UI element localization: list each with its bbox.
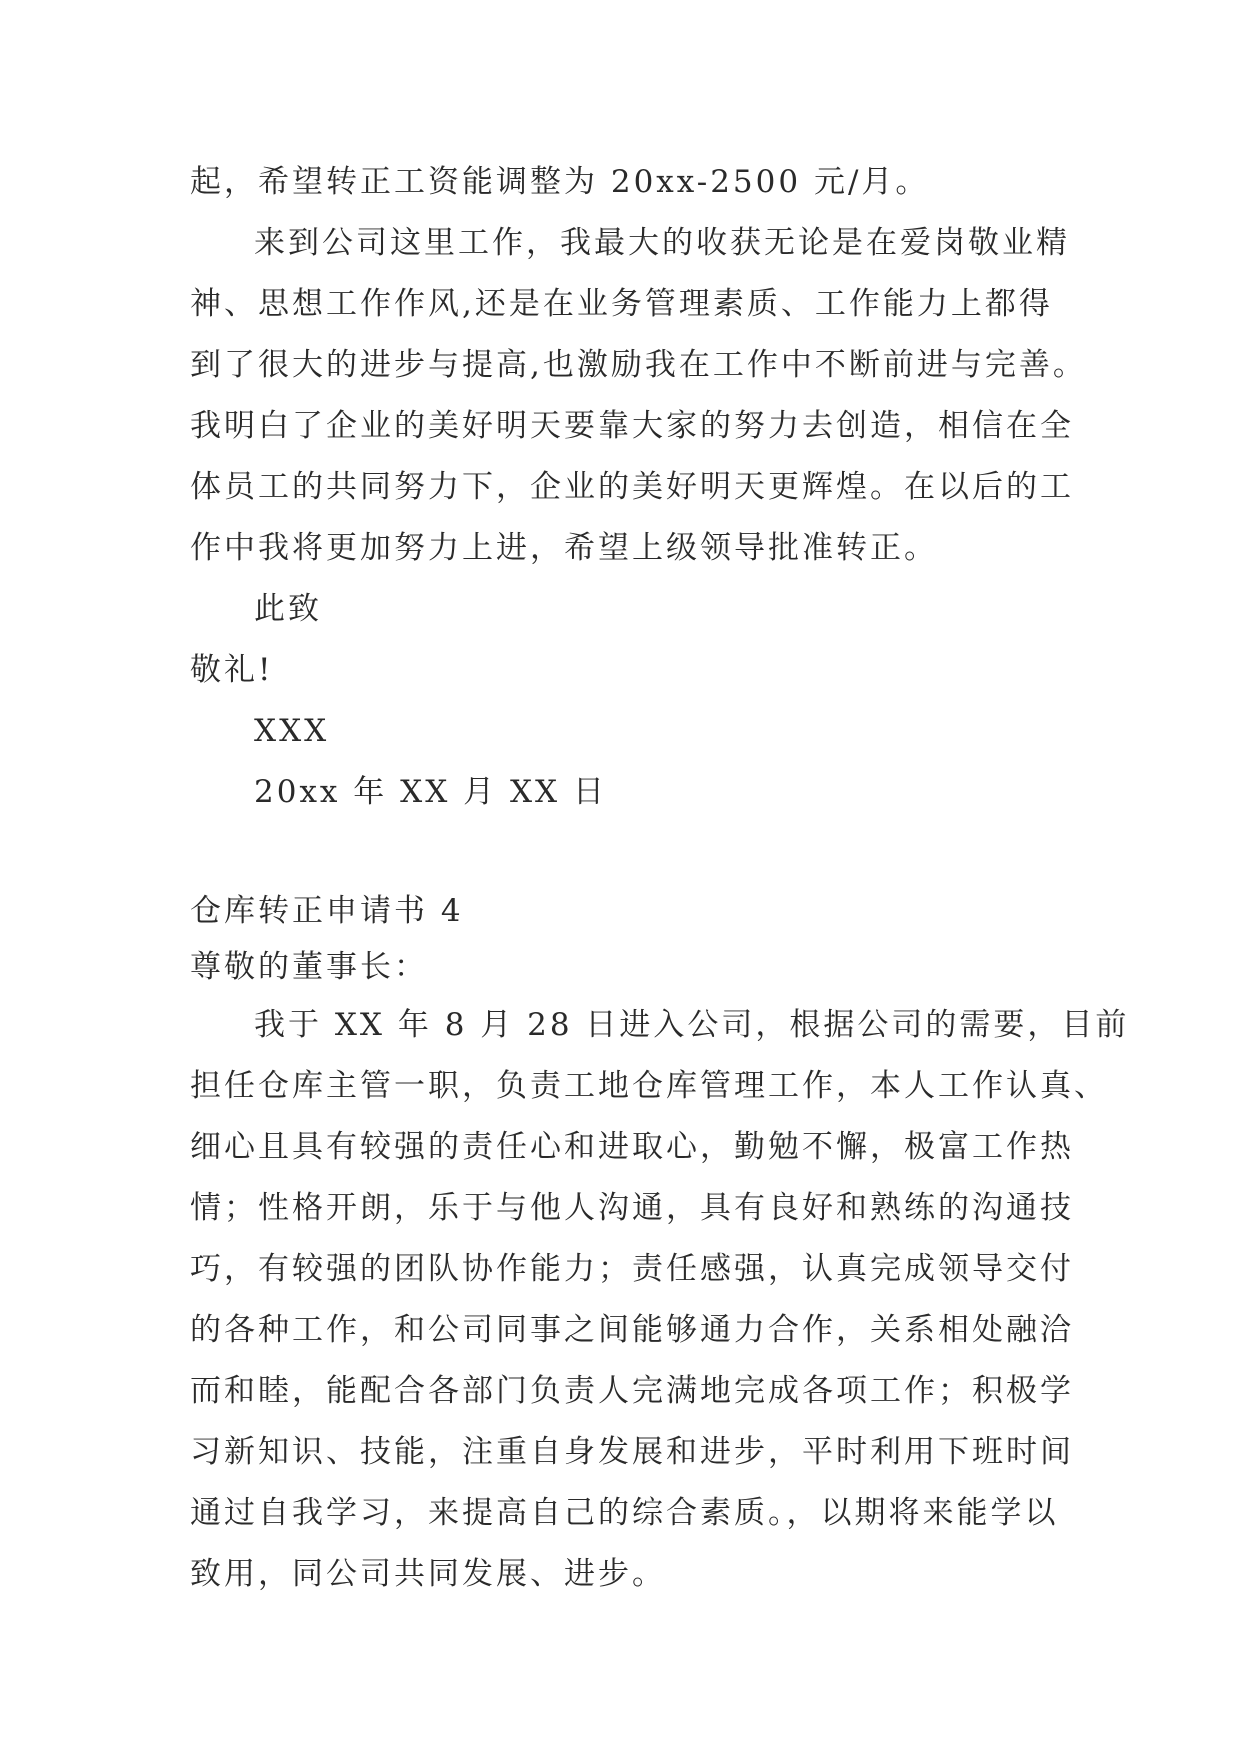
paragraph-line: 体员工的共同努力下，企业的美好明天更辉煌。在以后的工 [190, 469, 1074, 505]
recipient-line: 尊敬的董事长： [190, 949, 428, 985]
paragraph-line: 来到公司这里工作，我最大的收获无论是在爱岗敬业精 [254, 225, 1070, 261]
paragraph-line: 担任仓库主管一职，负责工地仓库管理工作，本人工作认真、 [190, 1068, 1108, 1104]
paragraph-line: 作中我将更加努力上进，希望上级领导批准转正。 [190, 530, 938, 566]
paragraph-line: 到了很大的进步与提高,也激励我在工作中不断前进与完善。 [190, 347, 1087, 383]
paragraph-line: 我于 XX 年 8 月 28 日进入公司，根据公司的需要，目前 [254, 1007, 1130, 1043]
signature-name: XXX [254, 713, 330, 749]
document-body [190, 152, 1130, 1605]
paragraph-line: 通过自我学习，来提高自己的综合素质。，以期将来能学以 [190, 1495, 1059, 1531]
paragraph-line: 的各种工作，和公司同事之间能够通力合作，关系相处融洽 [190, 1312, 1074, 1348]
paragraph-line: 巧，有较强的团队协作能力；责任感强，认真完成领导交付 [190, 1251, 1074, 1287]
paragraph-line: 情；性格开朗，乐于与他人沟通，具有良好和熟练的沟通技 [190, 1190, 1074, 1226]
paragraph-line: 致用，同公司共同发展、进步。 [190, 1556, 666, 1592]
paragraph-line: 而和睦，能配合各部门负责人完满地完成各项工作；积极学 [190, 1373, 1074, 1409]
paragraph-line: 细心且具有较强的责任心和进取心，勤勉不懈，极富工作热 [190, 1129, 1074, 1165]
paragraph-line: 神、思想工作作风,还是在业务管理素质、工作能力上都得 [190, 286, 1053, 322]
closing-text: 此致 [254, 591, 322, 627]
signature-date: 20xx 年 XX 月 XX 日 [254, 774, 607, 810]
paragraph-line: 我明白了企业的美好明天要靠大家的努力去创造，相信在全 [190, 408, 1074, 444]
section-title: 仓库转正申请书 4 [190, 893, 464, 929]
salutation-text: 敬礼! [190, 652, 274, 688]
section-gap [190, 823, 1070, 883]
paragraph-line: 起，希望转正工资能调整为 20xx-2500 元/月。 [190, 164, 930, 200]
paragraph-line: 习新知识、技能，注重自身发展和进步，平时利用下班时间 [190, 1434, 1074, 1470]
